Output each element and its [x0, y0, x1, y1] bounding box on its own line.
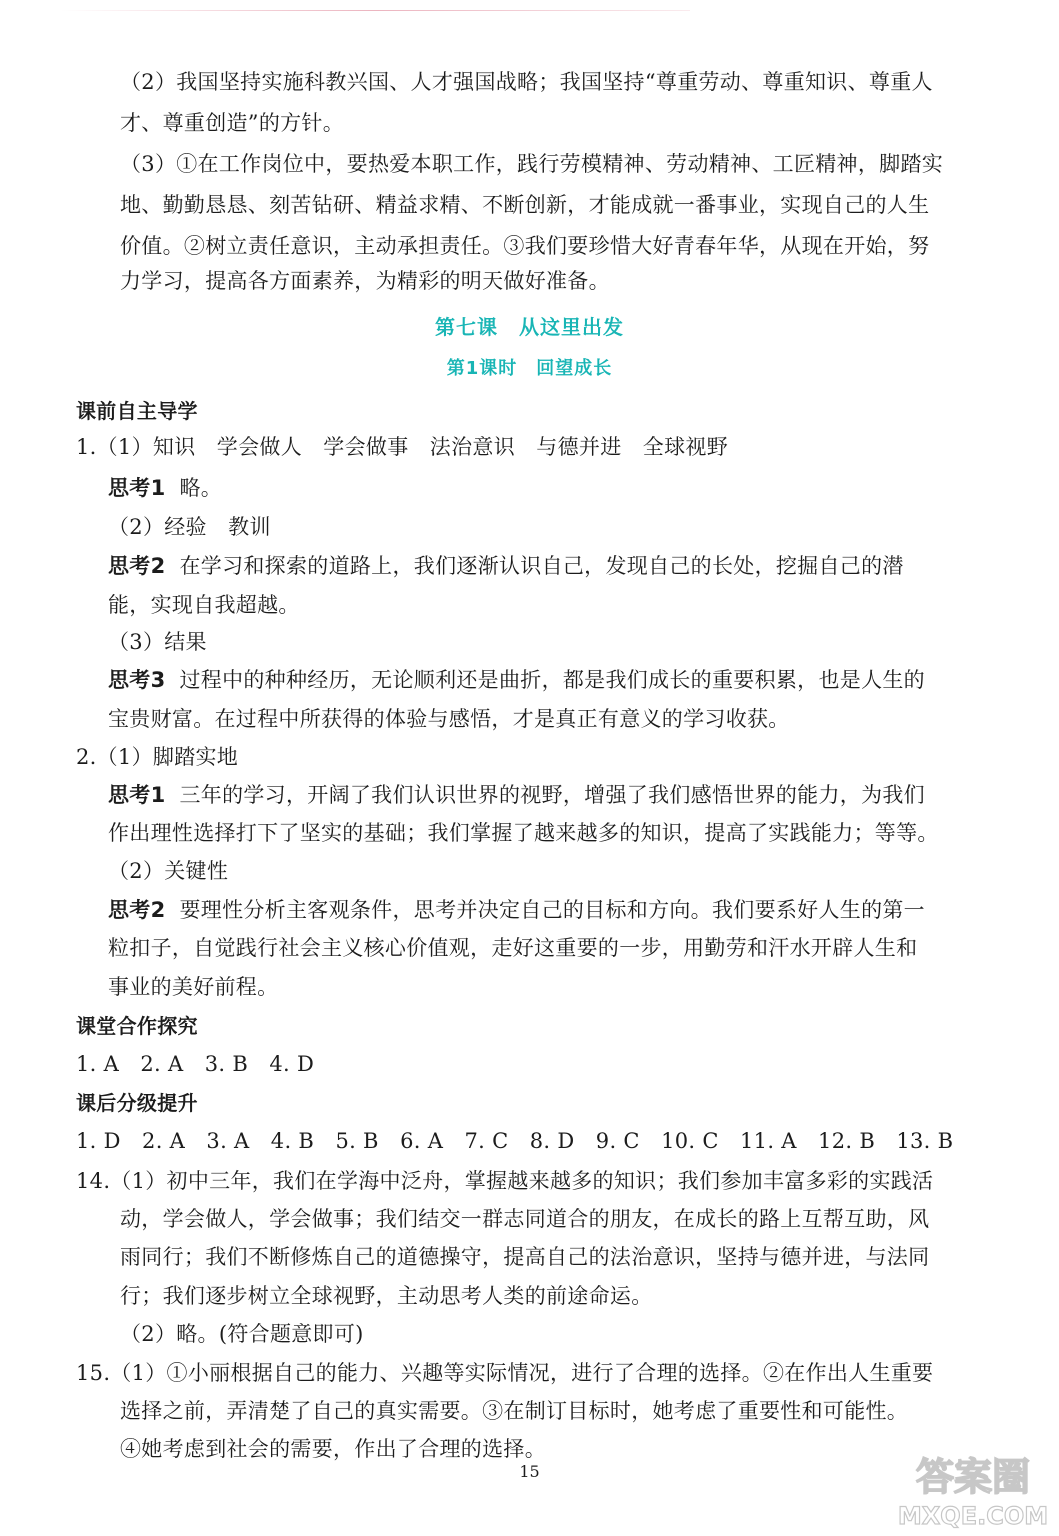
think-text: 三年的学习，开阔了我们认识世界的视野，增强了我们感悟世界的能力，为我们 — [179, 783, 925, 807]
answer-line: 1. D 2. A 3. A 4. B 5. B 6. A 7. C 8. D 9. C 10. C 11. A 12. B 13. B — [76, 1129, 954, 1153]
answer-line: 1.（1）知识 学会做人 学会做事 法治意识 与德并进 全球视野 — [76, 435, 728, 459]
answer-line: 2.（1）脚踏实地 — [76, 745, 239, 769]
section-heading: 课后分级提升 — [76, 1091, 198, 1115]
answer-line: 14.（1）初中三年，我们在学海中泛舟，掌握越来越多的知识；我们参加丰富多彩的实践活 — [76, 1169, 934, 1193]
think-text: 作出理性选择打下了坚实的基础；我们掌握了越来越多的知识，提高了实践能力；等等。 — [108, 821, 939, 845]
svg-text:答案圈: 答案圈 — [915, 1455, 1031, 1499]
think-text: 略。 — [179, 476, 223, 500]
answer-line: 选择之前，弄清楚了自己的真实需要。③在制订目标时，她考虑了重要性和可能性。 — [120, 1399, 909, 1423]
answer-line: 1. A 2. A 3. B 4. D — [76, 1052, 315, 1076]
think-text: 在学习和探索的道路上，我们逐渐认识自己，发现自己的长处，挖掘自己的潜 — [179, 554, 904, 578]
think-block — [108, 665, 925, 695]
text-line: 才、尊重创造”的方针。 — [120, 111, 345, 135]
answer-line: 雨同行；我们不断修炼自己的道德操守，提高自己的法治意识，坚持与德并进，与法同 — [120, 1245, 930, 1269]
think-text: 宝贵财富。在过程中所获得的体验与感悟，才是真正有意义的学习收获。 — [108, 707, 790, 731]
think-block — [108, 473, 222, 503]
think-text: 能，实现自我超越。 — [108, 593, 300, 617]
lesson-subtitle: 第1课时 回望成长 — [446, 358, 613, 379]
answer-line: 动，学会做人，学会做事；我们结交一群志同道合的朋友，在成长的路上互帮互助，风 — [120, 1207, 930, 1231]
section-heading: 课前自主导学 — [76, 399, 198, 423]
svg-text:MXQE.COM: MXQE.COM — [898, 1502, 1048, 1530]
think-block — [108, 551, 904, 581]
think-text: 要理性分析主客观条件，思考并决定自己的目标和方向。我们要系好人生的第一 — [179, 898, 925, 922]
text-line: 价值。②树立责任意识，主动承担责任。③我们要珍惜大好青春年华，从现在开始，努 — [120, 234, 930, 258]
page-number: 15 — [519, 1462, 540, 1481]
top-decorative-line — [60, 10, 690, 11]
section-heading: 课堂合作探究 — [76, 1014, 198, 1038]
answer-line: ④她考虑到社会的需要，作出了合理的选择。 — [120, 1437, 546, 1461]
answer-line: 15.（1）①小丽根据自己的能力、兴趣等实际情况，进行了合理的选择。②在作出人生重要 — [76, 1361, 934, 1385]
think-label: 思考3 — [108, 668, 166, 692]
think-label: 思考1 — [108, 476, 166, 500]
think-block — [108, 895, 925, 925]
answer-line: （2）关键性 — [108, 859, 229, 883]
answer-line: （3）结果 — [108, 630, 207, 654]
think-text: 粒扣子，自觉践行社会主义核心价值观，走好这重要的一步，用勤劳和汗水开辟人生和 — [108, 936, 918, 960]
think-label: 思考2 — [108, 554, 166, 578]
answer-line: （2）经验 教训 — [108, 515, 271, 539]
text-line: （2）我国坚持实施科教兴国、人才强国战略；我国坚持“尊重劳动、尊重知识、尊重人 — [120, 70, 933, 94]
text-line: 力学习，提高各方面素养，为精彩的明天做好准备。 — [120, 269, 610, 293]
text-line: （3）①在工作岗位中，要热爱本职工作，践行劳模精神、劳动精神、工匠精神，脚踏实 — [120, 152, 944, 176]
lesson-title: 第七课 从这里出发 — [435, 315, 624, 339]
think-label: 思考1 — [108, 783, 166, 807]
think-label: 思考2 — [108, 898, 166, 922]
text-line: 地、勤勤恳恳、刻苦钻研、精益求精、不断创新，才能成就一番事业，实现自己的人生 — [120, 193, 930, 217]
think-block — [108, 780, 925, 810]
think-text: 过程中的种种经历，无论顺利还是曲折，都是我们成长的重要积累，也是人生的 — [179, 668, 925, 692]
answer-line: （2）略。(符合题意即可) — [120, 1322, 364, 1346]
watermark-logo — [898, 1448, 1048, 1530]
answer-line: 行；我们逐步树立全球视野，主动思考人类的前途命运。 — [120, 1284, 653, 1308]
think-text: 事业的美好前程。 — [108, 975, 279, 999]
